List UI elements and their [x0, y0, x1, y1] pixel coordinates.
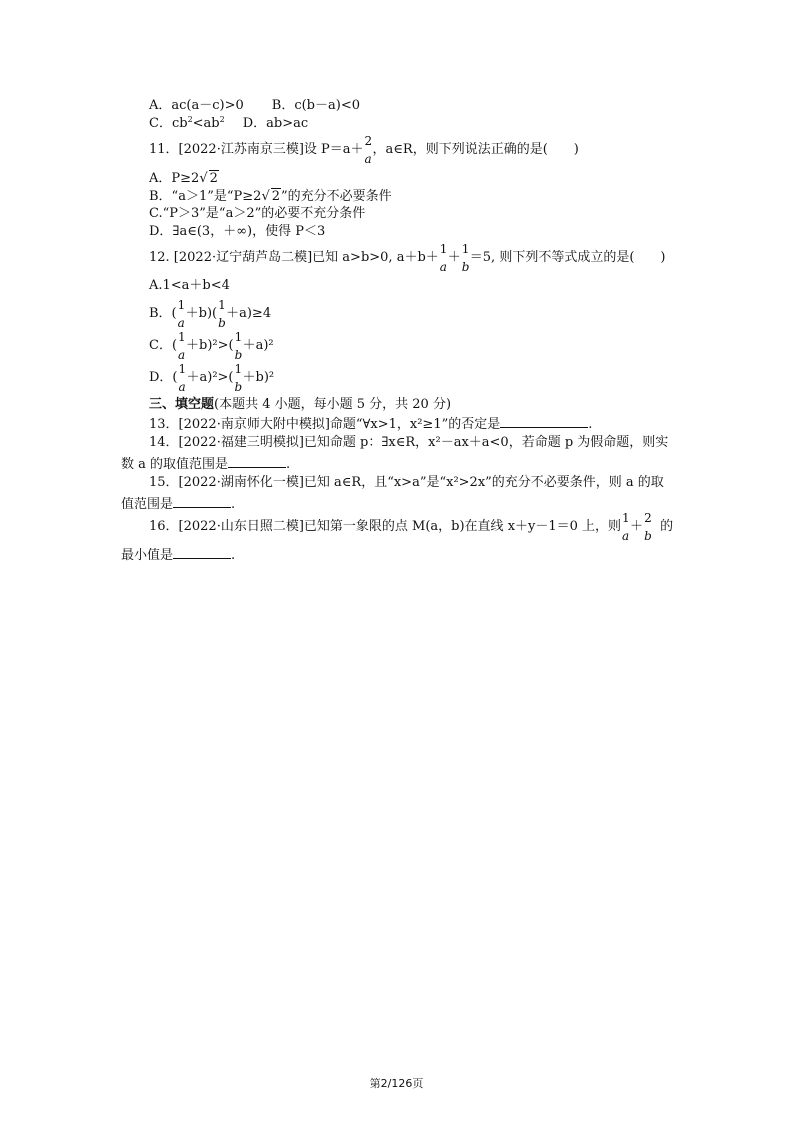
page-number: 第2/126页: [369, 1077, 424, 1090]
q12-option-c: C．( 1 a ＋b)²>( 1 b ＋a)²: [149, 330, 274, 362]
q11-option-c: C.“P＞3”是“a＞2”的必要不充分条件: [149, 206, 366, 221]
q11-option-d: D．∃a∈(3，＋∞)，使得 P＜3: [149, 224, 326, 239]
q10-option-a: A．ac(a－c)>0: [149, 98, 244, 113]
q12-stem: 12. [2022·辽宁葫芦岛二模]已知 a>b>0, a＋b＋ 1 a ＋ 1 b ＝5, 则下列不等式成立的是( ): [149, 242, 666, 274]
section-heading: 三、填空题(本题共 4 小题，每小题 5 分，共 20 分): [149, 397, 452, 412]
q16-line2: 最小值是 .: [121, 548, 236, 563]
q14-line1: 14．[2022·福建三明模拟]已知命题 p：∃x∈R，x²－ax＋a<0，若命题 p 为假命题，则实: [149, 435, 669, 450]
q13: 13．[2022·南京师大附中模拟]命题“∀x>1，x²≥1”的否定是 .: [149, 417, 593, 432]
q10-option-d: D．ab>ac: [242, 116, 309, 131]
q15-line2: 值范围是 .: [121, 497, 236, 512]
q11-option-a: A．P≥2√ 2: [149, 171, 218, 186]
q12-fraction-1: 1 a: [439, 242, 448, 274]
q10-options-row2: [149, 116, 308, 132]
q15-line1: 15．[2022·湖南怀化一模]已知 a∈R，且“x>a”是“x²>2x”的充分不必要条件，则 a 的取: [149, 475, 664, 490]
q11-stem: 11．[2022·江苏南京三模]设 P＝a＋ 2 a ，a∈R，则下列说法正确的是( ): [149, 134, 579, 166]
q12-option-d: D．( 1 a ＋a)²>( 1 b ＋b)²: [149, 362, 275, 394]
q12-fraction-2: 1 b: [461, 242, 470, 274]
q10-option-b: B．c(b－a)<0: [271, 98, 360, 113]
q11-fraction: 2 a: [364, 134, 373, 166]
q12-option-a: A.1<a＋b<4: [149, 278, 230, 293]
q16-line1: 16．[2022·山东日照二模]已知第一象限的点 M(a，b)在直线 x＋y－1＝0 上，则 1 a ＋ 2 b 的: [149, 511, 674, 543]
q12-option-b: B．( 1 a ＋b)( 1 b ＋a)≥4: [149, 298, 272, 330]
q10-option-c: C．$cb^2<ab^2$: [149, 115, 225, 131]
q11-option-b: B．“a＞1”是“P≥2√ 2”的充分不必要条件: [149, 189, 392, 204]
q10-options-row1: [149, 98, 360, 114]
q14-line2: 数 a 的取值范围是 .: [121, 457, 291, 472]
